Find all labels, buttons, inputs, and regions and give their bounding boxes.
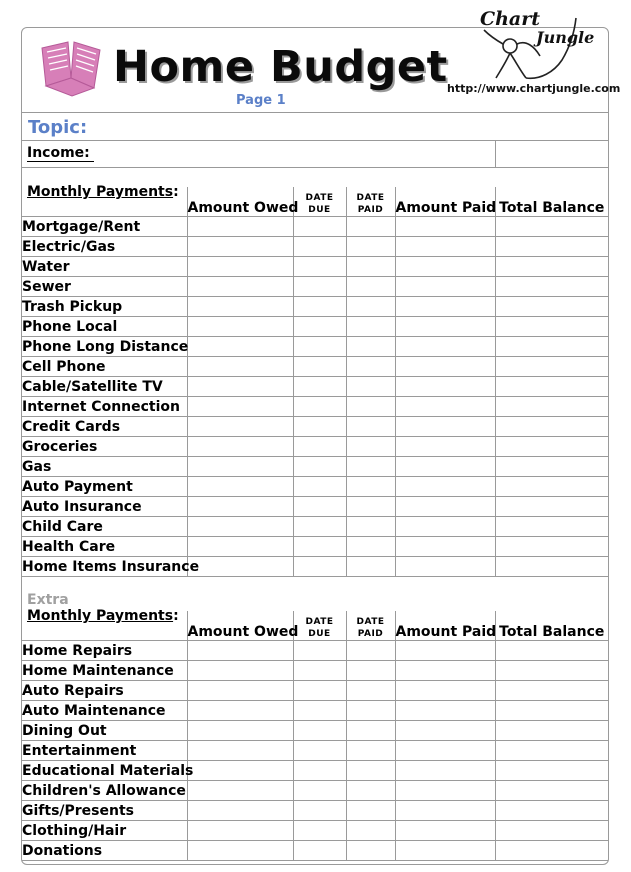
total-balance-cell[interactable]: [495, 556, 608, 576]
table-row: [22, 660, 608, 680]
table-row: [22, 316, 608, 336]
table-row: [22, 840, 608, 860]
date-due-cell[interactable]: [293, 256, 346, 276]
col-amount-paid: Amount Paid: [395, 187, 495, 216]
total-balance-cell[interactable]: [495, 456, 608, 476]
amount-paid-cell[interactable]: [395, 256, 495, 276]
amount-paid-cell[interactable]: [395, 276, 495, 296]
expense-label: Gas: [22, 456, 187, 476]
date-due-cell[interactable]: [293, 276, 346, 296]
section2-heading-text: Monthly Payments: [27, 608, 174, 624]
site-url: http://www.chartjungle.com: [447, 82, 621, 95]
amount-paid-cell[interactable]: [395, 820, 495, 840]
expense-label: Clothing/Hair: [22, 820, 187, 840]
date-due-cell[interactable]: [293, 840, 346, 860]
date-paid-cell[interactable]: [346, 476, 395, 496]
amount-owed-cell[interactable]: [187, 216, 293, 236]
amount-owed-cell[interactable]: [187, 800, 293, 820]
amount-paid-cell[interactable]: [395, 760, 495, 780]
table-row: [22, 740, 608, 760]
total-balance-cell[interactable]: [495, 820, 608, 840]
expense-label: Electric/Gas: [22, 236, 187, 256]
col-date-due-line2: DUE: [308, 628, 331, 639]
table-row: [22, 416, 608, 436]
date-due-cell[interactable]: [293, 436, 346, 456]
extra-monthly-payments-table: [22, 611, 608, 861]
table-row: [22, 236, 608, 256]
total-balance-cell[interactable]: [495, 376, 608, 396]
date-due-cell[interactable]: [293, 456, 346, 476]
total-balance-cell[interactable]: [495, 640, 608, 660]
amount-paid-cell[interactable]: [395, 396, 495, 416]
table-row: [22, 336, 608, 356]
col-total-balance: Total Balance: [495, 187, 608, 216]
amount-owed-cell[interactable]: [187, 256, 293, 276]
expense-label: Water: [22, 256, 187, 276]
total-balance-cell[interactable]: [495, 276, 608, 296]
total-balance-cell[interactable]: [495, 416, 608, 436]
date-due-cell[interactable]: [293, 516, 346, 536]
row-label-header: [22, 187, 187, 216]
expense-label: Credit Cards: [22, 416, 187, 436]
amount-owed-cell[interactable]: [187, 700, 293, 720]
expense-label: Auto Repairs: [22, 680, 187, 700]
date-due-cell[interactable]: [293, 820, 346, 840]
date-due-cell[interactable]: [293, 536, 346, 556]
extra-label: Extra: [27, 592, 69, 608]
col-total-balance: Total Balance: [495, 611, 608, 640]
logo-text-jungle: Jungle: [536, 28, 595, 47]
amount-owed-cell[interactable]: [187, 376, 293, 396]
table-row: [22, 720, 608, 740]
total-balance-cell[interactable]: [495, 720, 608, 740]
col-date-paid: [346, 611, 395, 640]
expense-label: Entertainment: [22, 740, 187, 760]
date-due-cell[interactable]: [293, 216, 346, 236]
table-row: [22, 456, 608, 476]
amount-paid-cell[interactable]: [395, 640, 495, 660]
date-paid-cell[interactable]: [346, 256, 395, 276]
expense-label: Auto Insurance: [22, 496, 187, 516]
date-paid-cell[interactable]: [346, 800, 395, 820]
amount-paid-cell[interactable]: [395, 436, 495, 456]
page-number: Page 1: [236, 93, 286, 108]
amount-paid-cell[interactable]: [395, 840, 495, 860]
income-value-divider: [495, 141, 496, 168]
date-due-cell[interactable]: [293, 316, 346, 336]
expense-label: Health Care: [22, 536, 187, 556]
table-row: [22, 800, 608, 820]
amount-paid-cell[interactable]: [395, 536, 495, 556]
amount-paid-cell[interactable]: [395, 216, 495, 236]
col-date-due-line2: DUE: [308, 204, 331, 215]
expense-label: Auto Maintenance: [22, 700, 187, 720]
total-balance-cell[interactable]: [495, 436, 608, 456]
expense-label: Internet Connection: [22, 396, 187, 416]
date-paid-cell[interactable]: [346, 336, 395, 356]
amount-owed-cell[interactable]: [187, 680, 293, 700]
table-row: [22, 476, 608, 496]
date-due-cell[interactable]: [293, 660, 346, 680]
date-due-cell[interactable]: [293, 800, 346, 820]
amount-paid-cell[interactable]: [395, 416, 495, 436]
table-row: [22, 496, 608, 516]
date-paid-cell[interactable]: [346, 516, 395, 536]
amount-owed-cell[interactable]: [187, 456, 293, 476]
table-row: [22, 216, 608, 236]
total-balance-cell[interactable]: [495, 840, 608, 860]
expense-label: Mortgage/Rent: [22, 216, 187, 236]
date-paid-cell[interactable]: [346, 536, 395, 556]
amount-paid-cell[interactable]: [395, 356, 495, 376]
total-balance-cell[interactable]: [495, 516, 608, 536]
col-date-due: [293, 187, 346, 216]
divider: [22, 140, 608, 141]
amount-owed-cell[interactable]: [187, 780, 293, 800]
table-row: [22, 276, 608, 296]
section2-heading-colon: :: [173, 608, 179, 624]
amount-owed-cell[interactable]: [187, 436, 293, 456]
amount-paid-cell[interactable]: [395, 376, 495, 396]
amount-paid-cell[interactable]: [395, 556, 495, 576]
row-label-header: [22, 611, 187, 640]
divider: [22, 167, 608, 168]
col-amount-paid: Amount Paid: [395, 611, 495, 640]
total-balance-cell[interactable]: [495, 356, 608, 376]
expense-label: Trash Pickup: [22, 296, 187, 316]
table-row: [22, 760, 608, 780]
amount-paid-cell[interactable]: [395, 456, 495, 476]
section1-heading-colon: :: [173, 184, 179, 200]
expense-label: Home Repairs: [22, 640, 187, 660]
date-paid-cell[interactable]: [346, 236, 395, 256]
amount-paid-cell[interactable]: [395, 316, 495, 336]
col-date-paid-line1: DATE: [356, 192, 385, 203]
table-row: [22, 356, 608, 376]
amount-owed-cell[interactable]: [187, 396, 293, 416]
total-balance-cell[interactable]: [495, 496, 608, 516]
amount-paid-cell[interactable]: [395, 660, 495, 680]
table-row: [22, 436, 608, 456]
total-balance-cell[interactable]: [495, 760, 608, 780]
expense-label: Home Maintenance: [22, 660, 187, 680]
amount-owed-cell[interactable]: [187, 820, 293, 840]
table-row: [22, 820, 608, 840]
amount-paid-cell[interactable]: [395, 296, 495, 316]
total-balance-cell[interactable]: [495, 680, 608, 700]
date-due-cell[interactable]: [293, 720, 346, 740]
amount-paid-cell[interactable]: [395, 336, 495, 356]
amount-paid-cell[interactable]: [395, 236, 495, 256]
amount-paid-cell[interactable]: [395, 740, 495, 760]
total-balance-cell[interactable]: [495, 396, 608, 416]
date-paid-cell[interactable]: [346, 296, 395, 316]
date-paid-cell[interactable]: [346, 216, 395, 236]
expense-label: Gifts/Presents: [22, 800, 187, 820]
amount-paid-cell[interactable]: [395, 800, 495, 820]
col-date-paid-line1: DATE: [356, 616, 385, 627]
table-row: [22, 680, 608, 700]
date-due-cell[interactable]: [293, 740, 346, 760]
total-balance-cell[interactable]: [495, 336, 608, 356]
date-paid-cell[interactable]: [346, 436, 395, 456]
income-label: Income:: [27, 145, 94, 162]
date-due-cell[interactable]: [293, 356, 346, 376]
table-row: [22, 396, 608, 416]
date-paid-cell[interactable]: [346, 496, 395, 516]
date-due-cell[interactable]: [293, 416, 346, 436]
total-balance-cell[interactable]: [495, 780, 608, 800]
total-balance-cell[interactable]: [495, 476, 608, 496]
amount-paid-cell[interactable]: [395, 476, 495, 496]
date-paid-cell[interactable]: [346, 840, 395, 860]
amount-owed-cell[interactable]: [187, 640, 293, 660]
table-row: [22, 296, 608, 316]
date-paid-cell[interactable]: [346, 356, 395, 376]
amount-owed-cell[interactable]: [187, 276, 293, 296]
table-row: [22, 700, 608, 720]
amount-owed-cell[interactable]: [187, 356, 293, 376]
expense-label: Child Care: [22, 516, 187, 536]
date-paid-cell[interactable]: [346, 720, 395, 740]
table-row: [22, 256, 608, 276]
date-paid-cell[interactable]: [346, 556, 395, 576]
expense-label: Children's Allowance: [22, 780, 187, 800]
divider: [22, 112, 608, 113]
date-due-cell[interactable]: [293, 780, 346, 800]
date-paid-cell[interactable]: [346, 780, 395, 800]
amount-owed-cell[interactable]: [187, 760, 293, 780]
date-paid-cell[interactable]: [346, 760, 395, 780]
total-balance-cell[interactable]: [495, 216, 608, 236]
total-balance-cell[interactable]: [495, 700, 608, 720]
amount-owed-cell[interactable]: [187, 416, 293, 436]
table-row: [22, 780, 608, 800]
date-due-cell[interactable]: [293, 476, 346, 496]
amount-paid-cell[interactable]: [395, 700, 495, 720]
col-date-paid: [346, 187, 395, 216]
expense-label: Phone Long Distance: [22, 336, 187, 356]
page-title: Home Budget: [113, 42, 448, 92]
table-row: [22, 516, 608, 536]
date-paid-cell[interactable]: [346, 820, 395, 840]
date-paid-cell[interactable]: [346, 396, 395, 416]
col-date-due: [293, 611, 346, 640]
amount-paid-cell[interactable]: [395, 780, 495, 800]
date-paid-cell[interactable]: [346, 416, 395, 436]
total-balance-cell[interactable]: [495, 800, 608, 820]
col-date-due-line1: DATE: [305, 616, 334, 627]
amount-paid-cell[interactable]: [395, 516, 495, 536]
monthly-payments-table: [22, 187, 608, 577]
topic-label: Topic:: [28, 117, 88, 138]
date-due-cell[interactable]: [293, 556, 346, 576]
amount-owed-cell[interactable]: [187, 840, 293, 860]
total-balance-cell[interactable]: [495, 536, 608, 556]
date-paid-cell[interactable]: [346, 700, 395, 720]
date-due-cell[interactable]: [293, 236, 346, 256]
table-row: [22, 556, 608, 576]
amount-owed-cell[interactable]: [187, 476, 293, 496]
col-date-due-line1: DATE: [305, 192, 334, 203]
expense-label: Donations: [22, 840, 187, 860]
date-paid-cell[interactable]: [346, 680, 395, 700]
expense-label: Educational Materials: [22, 760, 187, 780]
total-balance-cell[interactable]: [495, 296, 608, 316]
date-paid-cell[interactable]: [346, 276, 395, 296]
date-due-cell[interactable]: [293, 640, 346, 660]
amount-owed-cell[interactable]: [187, 516, 293, 536]
date-paid-cell[interactable]: [346, 740, 395, 760]
date-due-cell[interactable]: [293, 680, 346, 700]
logo-text-chart: Chart: [480, 8, 541, 30]
date-due-cell[interactable]: [293, 700, 346, 720]
amount-owed-cell[interactable]: [187, 740, 293, 760]
amount-paid-cell[interactable]: [395, 680, 495, 700]
total-balance-cell[interactable]: [495, 316, 608, 336]
open-book-icon: [38, 38, 104, 100]
expense-label: Phone Local: [22, 316, 187, 336]
total-balance-cell[interactable]: [495, 256, 608, 276]
section1-heading-text: Monthly Payments: [27, 184, 174, 200]
amount-owed-cell[interactable]: [187, 296, 293, 316]
date-due-cell[interactable]: [293, 760, 346, 780]
expense-label: Sewer: [22, 276, 187, 296]
date-paid-cell[interactable]: [346, 640, 395, 660]
expense-label: Cell Phone: [22, 356, 187, 376]
amount-owed-cell[interactable]: [187, 236, 293, 256]
col-amount-owed: Amount Owed: [187, 611, 293, 640]
date-due-cell[interactable]: [293, 496, 346, 516]
date-due-cell[interactable]: [293, 296, 346, 316]
amount-owed-cell[interactable]: [187, 720, 293, 740]
amount-owed-cell[interactable]: [187, 660, 293, 680]
date-paid-cell[interactable]: [346, 376, 395, 396]
total-balance-cell[interactable]: [495, 236, 608, 256]
expense-label: Cable/Satellite TV: [22, 376, 187, 396]
date-paid-cell[interactable]: [346, 660, 395, 680]
table-row: [22, 640, 608, 660]
expense-label: Home Items Insurance: [22, 556, 187, 576]
col-date-paid-line2: PAID: [357, 204, 384, 215]
expense-label: Groceries: [22, 436, 187, 456]
amount-owed-cell[interactable]: [187, 336, 293, 356]
date-due-cell[interactable]: [293, 336, 346, 356]
amount-owed-cell[interactable]: [187, 556, 293, 576]
date-due-cell[interactable]: [293, 376, 346, 396]
amount-paid-cell[interactable]: [395, 496, 495, 516]
col-amount-owed: Amount Owed: [187, 187, 293, 216]
table-row: [22, 376, 608, 396]
amount-owed-cell[interactable]: [187, 316, 293, 336]
total-balance-cell[interactable]: [495, 660, 608, 680]
table-row: [22, 536, 608, 556]
expense-label: Auto Payment: [22, 476, 187, 496]
total-balance-cell[interactable]: [495, 740, 608, 760]
amount-owed-cell[interactable]: [187, 496, 293, 516]
col-date-paid-line2: PAID: [357, 628, 384, 639]
date-due-cell[interactable]: [293, 396, 346, 416]
amount-owed-cell[interactable]: [187, 536, 293, 556]
date-paid-cell[interactable]: [346, 316, 395, 336]
expense-label: Dining Out: [22, 720, 187, 740]
amount-paid-cell[interactable]: [395, 720, 495, 740]
date-paid-cell[interactable]: [346, 456, 395, 476]
